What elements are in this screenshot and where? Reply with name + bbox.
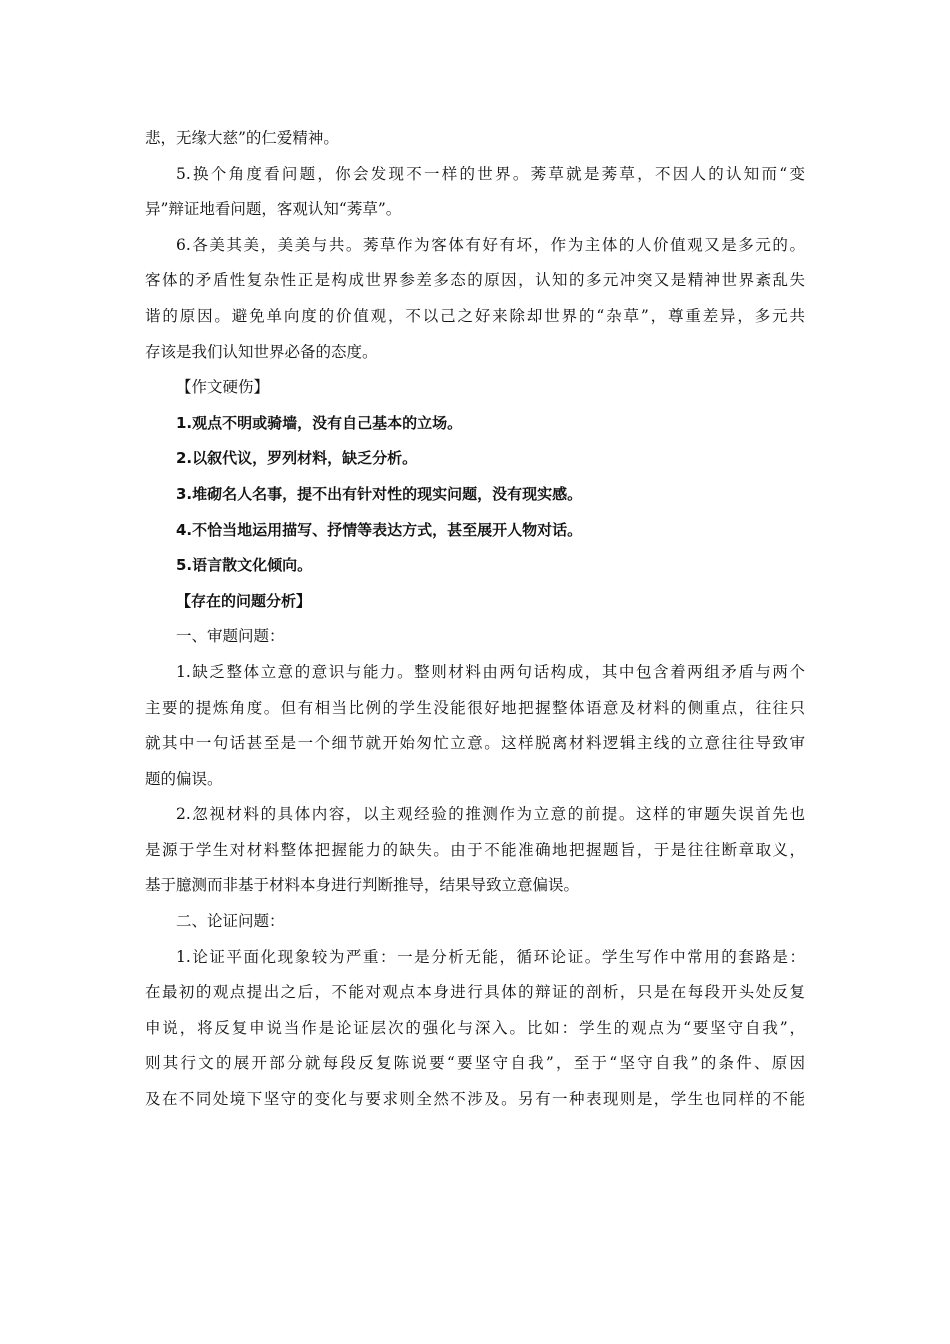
- text-line: 题的偏误。: [145, 769, 223, 788]
- bold-text-line: 2.以叙代议，罗列材料，缺乏分析。: [176, 449, 418, 468]
- text-line: 二、论证问题：: [176, 912, 285, 931]
- text-line: 1.论证平面化现象较为严重：一是分析无能，循环论证。学生写作中常用的套路是：: [176, 947, 805, 966]
- text-line: 异”辩证地看问题，客观认知“莠草”。: [145, 200, 402, 219]
- text-line: 在最初的观点提出之后，不能对观点本身进行具体的辩证的剖析，只是在每段开头处反复: [145, 983, 805, 1002]
- text-line: 及在不同处境下坚守的变化与要求则全然不涉及。另有一种表现则是，学生也同样的不能: [145, 1090, 805, 1109]
- text-line: 一、审题问题：: [176, 627, 285, 646]
- text-line: 悲，无缘大慈”的仁爱精神。: [145, 129, 339, 147]
- text-line: 申说，将反复申说当作是论证层次的强化与深入。比如：学生的观点为“要坚守自我”，: [145, 1018, 805, 1037]
- text-line: 基于臆测而非基于材料本身进行判断推导，结果导致立意偏误。: [145, 876, 580, 895]
- bold-text-line: 【存在的问题分析】: [176, 591, 312, 610]
- document-body: [145, 121, 805, 1118]
- bold-text-line: 4.不恰当地运用描写、抒情等表达方式，甚至展开人物对话。: [176, 520, 583, 539]
- text-line: 5.换个角度看问题，你会发现不一样的世界。莠草就是莠草，不因人的认知而“变: [176, 164, 805, 183]
- text-line: 1.缺乏整体立意的意识与能力。整则材料由两句话构成，其中包含着两组矛盾与两个: [176, 662, 805, 681]
- text-line: 则其行文的展开部分就每段反复陈说要“要坚守自我”，至于“坚守自我”的条件、原因: [145, 1054, 805, 1073]
- text-line: 【作文硬伤】: [176, 378, 270, 397]
- text-line: 谐的原因。避免单向度的价值观，不以己之好来除却世界的“杂草”，尊重差异，多元共: [145, 306, 805, 325]
- text-line: 是源于学生对材料整体把握能力的缺失。由于不能准确地把握题旨，于是往往断章取义，: [145, 840, 805, 859]
- bold-text-line: 1.观点不明或骑墙，没有自己基本的立场。: [176, 413, 463, 432]
- text-line: 6.各美其美，美美与共。莠草作为客体有好有坏，作为主体的人价值观又是多元的。: [176, 235, 805, 254]
- bold-text-line: 5.语言散文化倾向。: [176, 556, 313, 575]
- text-line: 存该是我们认知世界必备的态度。: [145, 342, 378, 361]
- text-line: 2.忽视材料的具体内容，以主观经验的推测作为立意的前提。这样的审题失误首先也: [176, 805, 805, 824]
- text-line: 客体的矛盾性复杂性正是构成世界参差多态的原因，认知的多元冲突又是精神世界紊乱失: [145, 271, 805, 290]
- text-line: 就其中一句话甚至是一个细节就开始匆忙立意。这样脱离材料逻辑主线的立意往往导致审: [145, 734, 805, 753]
- text-line: 主要的提炼角度。但有相当比例的学生没能很好地把握整体语意及材料的侧重点，往往只: [145, 698, 805, 717]
- bold-text-line: 3.堆砌名人名事，提不出有针对性的现实问题，没有现实感。: [176, 484, 583, 503]
